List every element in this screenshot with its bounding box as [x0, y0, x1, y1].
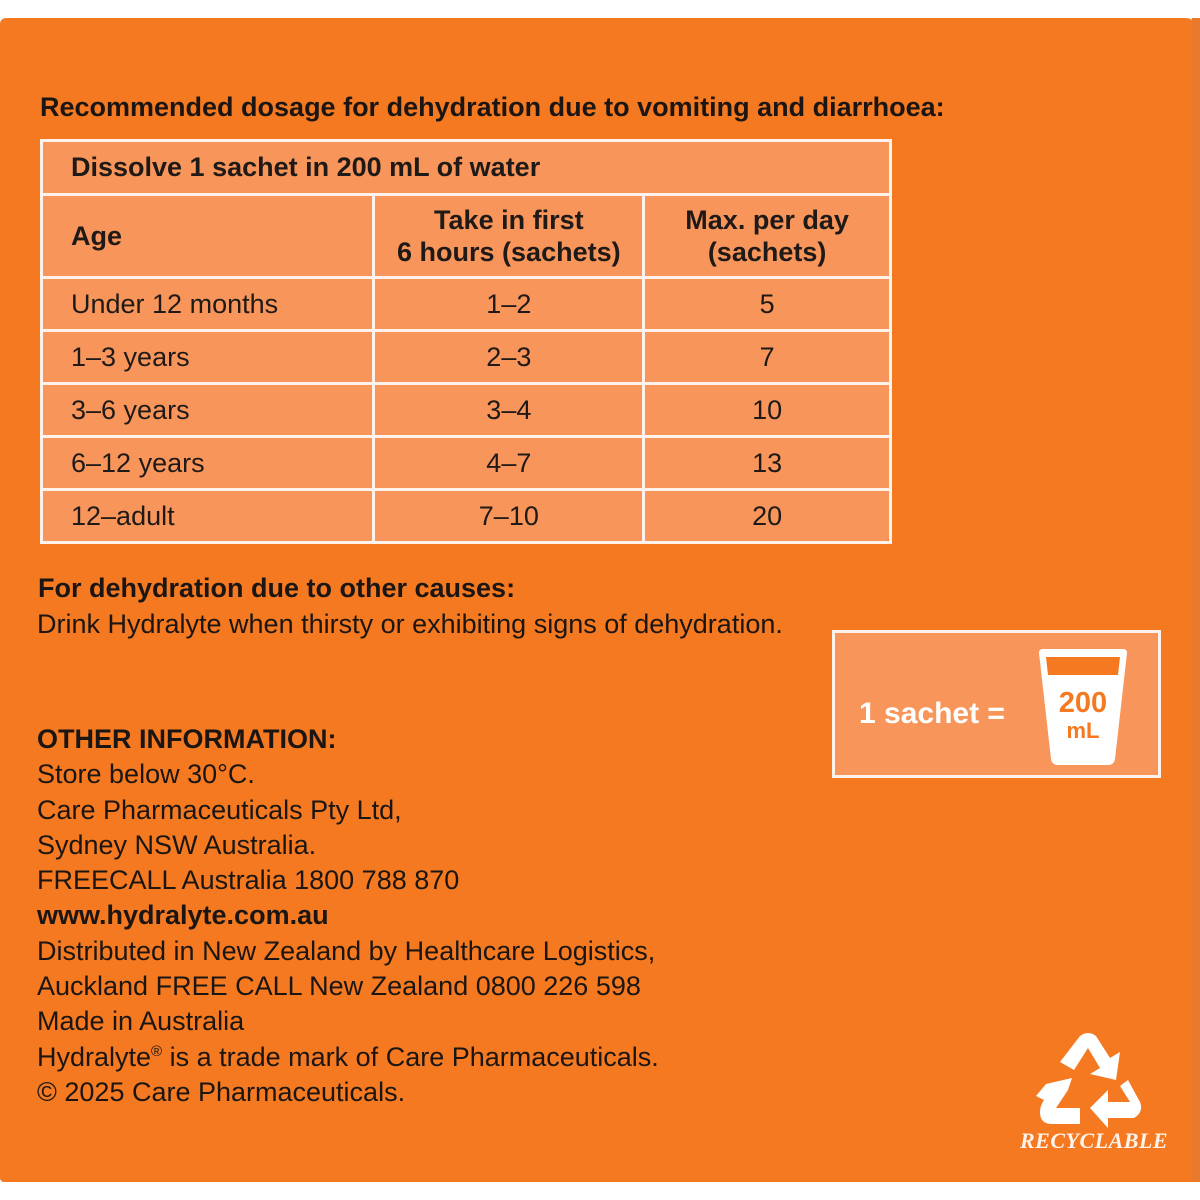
- row-age: 1–3 years: [42, 331, 374, 384]
- header-age: Age: [42, 195, 374, 278]
- recycle-icon: [1036, 1028, 1146, 1128]
- row-first: 4–7: [374, 437, 644, 490]
- storage-text: Store below 30°C.: [37, 759, 255, 790]
- header-max-line2: (sachets): [707, 237, 827, 267]
- sachet-equivalence-box: [832, 630, 1161, 778]
- recyclable-label: RECYCLABLE: [1020, 1128, 1169, 1153]
- nz-distributor-line1: Distributed in New Zealand by Healthcare Logistics,: [37, 935, 656, 966]
- row-max: 10: [644, 384, 891, 437]
- table-title-row: [42, 141, 891, 195]
- other-information: [37, 722, 797, 1110]
- table-header-row: [42, 195, 891, 278]
- company-line1: Care Pharmaceuticals Pty Ltd,: [37, 794, 402, 825]
- row-age: 6–12 years: [42, 437, 374, 490]
- website-text: www.hydralyte.com.au: [37, 900, 329, 931]
- dosage-heading: Recommended dosage for dehydration due to vomiting and diarrhoea:: [40, 92, 945, 122]
- table-title: Dissolve 1 sachet in 200 mL of water: [42, 141, 891, 195]
- header-first-line1: Take in first: [434, 205, 584, 235]
- company-line2: Sydney NSW Australia.: [37, 829, 317, 860]
- recycle-graphic: [1036, 1028, 1146, 1128]
- row-first: 3–4: [374, 384, 644, 437]
- cup-unit: mL: [1066, 718, 1100, 743]
- header-first-6-hours: [374, 195, 644, 278]
- header-max-line1: Max. per day: [685, 205, 849, 235]
- other-info-heading: OTHER INFORMATION:: [37, 724, 337, 754]
- other-causes-heading: For dehydration due to other causes:: [38, 573, 516, 603]
- row-max: 5: [644, 278, 891, 331]
- row-age: 12–adult: [42, 490, 374, 543]
- made-in-text: Made in Australia: [37, 1006, 245, 1037]
- package-edge: [1192, 18, 1200, 1182]
- row-first: 1–2: [374, 278, 644, 331]
- sachet-label: 1 sachet =: [859, 697, 1005, 730]
- header-max-per-day: [644, 195, 891, 278]
- dosage-table: [40, 139, 892, 544]
- trademark-text: [37, 1040, 797, 1075]
- row-first: 2–3: [374, 331, 644, 384]
- cup-amount: 200: [1058, 687, 1108, 719]
- other-causes-text: Drink Hydralyte when thirsty or exhibiting signs of dehydration.: [37, 609, 783, 639]
- copyright-text: © 2025 Care Pharmaceuticals.: [37, 1076, 406, 1107]
- trademark-rest: is a trade mark of Care Pharmaceuticals.: [162, 1041, 659, 1072]
- table-row: [42, 490, 891, 543]
- registered-mark: ®: [151, 1042, 163, 1060]
- table-row: [42, 331, 891, 384]
- freecall-australia: FREECALL Australia 1800 788 870: [37, 865, 460, 896]
- table-row: [42, 278, 891, 331]
- trademark-name: Hydralyte: [37, 1041, 152, 1072]
- row-max: 13: [644, 437, 891, 490]
- row-max: 20: [644, 490, 891, 543]
- row-age: 3–6 years: [42, 384, 374, 437]
- cup-icon: [1035, 647, 1131, 767]
- nz-distributor-line2: Auckland FREE CALL New Zealand 0800 226 598: [37, 971, 641, 1002]
- header-first-line2: 6 hours (sachets): [397, 237, 621, 267]
- table-row: [42, 384, 891, 437]
- table-row: [42, 437, 891, 490]
- row-age: Under 12 months: [42, 278, 374, 331]
- row-max: 7: [644, 331, 891, 384]
- row-first: 7–10: [374, 490, 644, 543]
